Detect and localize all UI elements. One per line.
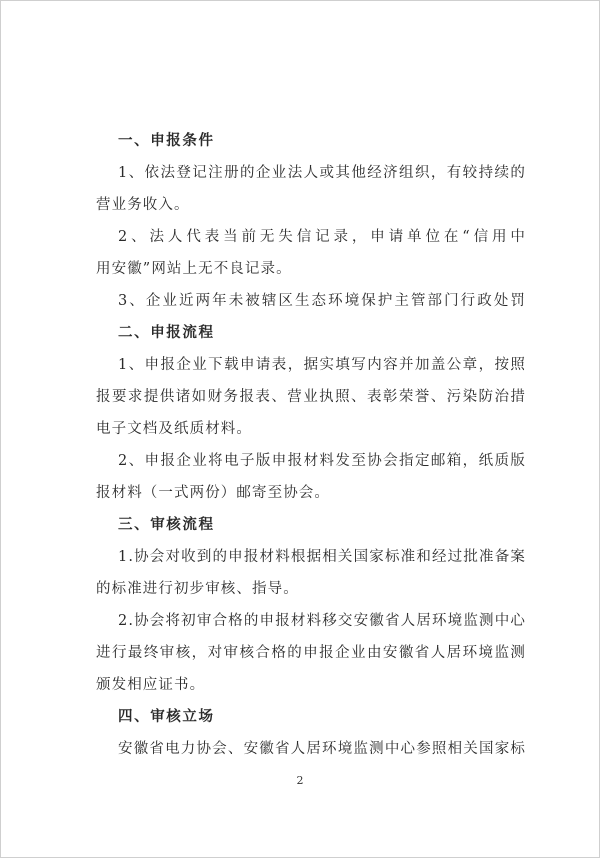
paragraph-line: 1.协会对收到的申报材料根据相关国家标准和经过批准备案 [118,549,526,565]
paragraph-line: 2、申报企业将电子版申报材料发至协会指定邮箱，纸质版 [118,453,526,469]
document-body [96,125,526,765]
paragraph-line: 报材料（一式两份）邮寄至协会。 [96,485,330,501]
paragraph-line: 用安徽”网站上无不良记录。 [96,261,292,277]
paragraph-line: 报要求提供诸如财务报表、营业执照、表彰荣誉、污染防治措 [96,389,526,405]
paragraph-line: 2.协会将初审合格的申报材料移交安徽省人居环境监测中心 [118,613,526,629]
paragraph-line: 安徽省电力协会、安徽省人居环境监测中心参照相关国家标 [118,741,526,757]
section-heading-conditions: 一、申报条件 [118,133,215,149]
section-heading-position: 四、审核立场 [118,709,215,725]
section-heading-process: 二、申报流程 [118,325,215,341]
paragraph-line: 颁发相应证书。 [96,677,206,693]
page-number: 2 [296,774,304,787]
paragraph-line: 电子文档及纸质材料。 [96,421,252,437]
paragraph-line: 2、法人代表当前无失信记录，申请单位在“信用中 [118,229,526,245]
paragraph-line: 1、依法登记注册的企业法人或其他经济组织，有较持续的 [118,165,526,181]
page-border-left [0,0,1,858]
paragraph-line: 1、申报企业下载申请表，据实填写内容并加盖公章，按照 [118,357,526,373]
paragraph-line: 进行最终审核，对审核合格的申报企业由安徽省人居环境监测 [96,645,526,661]
section-heading-review: 三、审核流程 [118,517,215,533]
page-border-top [0,0,600,1]
paragraph-line: 营业务收入。 [96,197,190,213]
paragraph-line: 的标准进行初步审核、指导。 [96,581,299,597]
paragraph-line: 3、企业近两年未被辖区生态环境保护主管部门行政处罚 [118,293,526,309]
